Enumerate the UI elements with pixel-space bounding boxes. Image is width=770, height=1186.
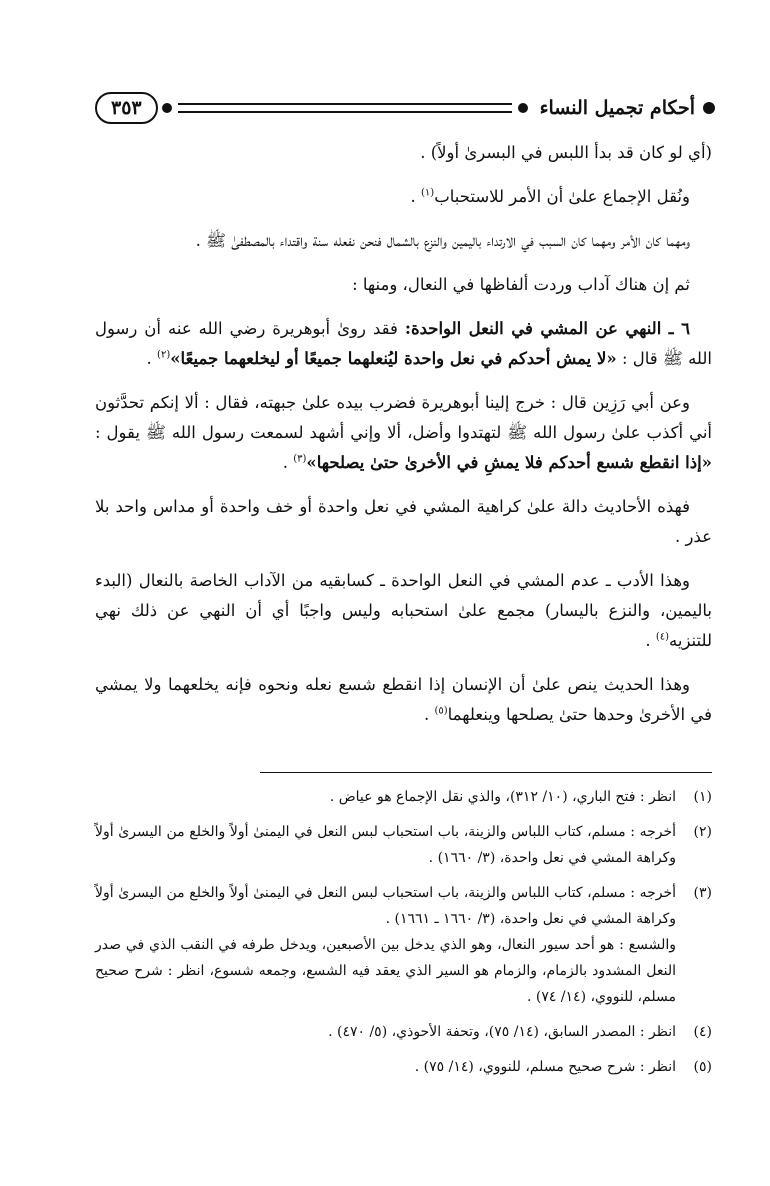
paragraph-6: وعن أبي رَزِين قال : خرج إلينا أبوهريرة فضرب بيده علىٰ جبهته، فقال : ألا إنكم تحدَّثون أني أكذب علىٰ رسول الله ﷺ لتهتدوا وأضل، ألا وإني أشهد لسمعت رسول الله ﷺ يقول : «إذا انقطع شسع أحدكم فلا يمشِ في الأخرىٰ حتىٰ يصلحها»$^{(٣)}$ . <box>95 393 712 472</box>
footnote-ref[interactable]: (١) <box>421 187 435 199</box>
footnote-ref[interactable]: (٥) <box>434 705 448 717</box>
running-header <box>95 88 715 128</box>
footnote-separator <box>260 772 712 773</box>
hadith-quote: «إذا انقطع شسع أحدكم فلا يمشِ في الأخرىٰ حتىٰ يصلحها» <box>306 453 712 472</box>
rule-bullet-icon <box>162 103 172 113</box>
paragraph-9: وهذا الحديث ينص علىٰ أن الإنسان إذا انقطع شسع نعله ونحوه فإنه يخلعهما ولا يمشي في الأخرىٰ وحدها حتىٰ يصلحها وينعلهما$^{(٥)}$ . <box>95 675 712 724</box>
paragraph-7: فهذه الأحاديث دالة علىٰ كراهية المشي في نعل واحدة أو خف واحدة أو مداس واحد بلا عذر . <box>95 497 712 546</box>
footnote-4 <box>95 1019 712 1045</box>
main-text <box>95 138 712 744</box>
footnote-text: أخرجه : مسلم، كتاب اللباس والزينة، باب استحباب لبس النعل في اليمنىٰ أولاً والخلع من اليسرىٰ أولاً وكراهة المشي في نعل واحدة، (٣/ ١٦٦٠) . <box>95 824 676 866</box>
footnote-text: انظر : فتح الباري، (١٠/ ٣١٢)، والذي نقل الإجماع هو عياض . <box>329 789 676 805</box>
footnote-ref[interactable]: (٤) <box>655 631 669 643</box>
footnote-number: (١) <box>693 789 712 805</box>
footnote-number: (٣) <box>693 885 712 901</box>
rule-bullet-icon <box>518 103 528 113</box>
hadith-quote: «لا يمش أحدكم في نعل واحدة ليُنعلهما جميعًا أو ليخلعهما جميعًا» <box>170 349 617 368</box>
footnote-1 <box>95 784 712 810</box>
footnote-text: انظر : المصدر السابق، (١٤/ ٧٥)، وتحفة الأحوذي، (٥/ ٤٧٠) . <box>328 1024 676 1040</box>
paragraph-3: ومهما كان الأمر ومهما كان السبب في الارتداء باليمين والنزع بالشمال فنحن نفعله سنة واقتداء بالمصطفىٰ ﷺ . <box>195 231 690 250</box>
paragraph-8: وهذا الأدب ـ عدم المشي في النعل الواحدة ـ كسابقيه من الآداب الخاصة بالنعال (البدء باليمين، والنزع باليسار) مجمع علىٰ استحبابه وليس واجبًا أي أن النهي عن ذلك نهي للتنزيه$^{(٤)}$ . <box>95 571 712 650</box>
paragraph-2: ونُقل الإجماع علىٰ أن الأمر للاستحباب$^{(١)}$ . <box>410 187 690 206</box>
section-heading: ٦ ـ النهي عن المشي في النعل الواحدة: <box>404 319 690 338</box>
footnote-3 <box>95 880 712 1010</box>
footnote-number: (٢) <box>693 824 712 840</box>
header-rule <box>178 103 512 113</box>
footnote-2 <box>95 819 712 871</box>
footnote-number: (٤) <box>693 1024 712 1040</box>
footnote-ref[interactable]: (٣) <box>293 453 307 465</box>
paragraph-5: ٦ ـ النهي عن المشي في النعل الواحدة: فقد روىٰ أبوهريرة رضي الله عنه أن رسول الله ﷺ قال : «لا يمش أحدكم في نعل واحدة ليُنعلهما جميعًا أو ليخلعهما جميعًا»$^{(٢)}$ . <box>95 319 712 368</box>
footnote-number: (٥) <box>693 1059 712 1075</box>
page-number: ٣٥٣ <box>95 92 158 124</box>
footnotes <box>95 784 712 1089</box>
paragraph-1: (أي لو كان قد بدأ اللبس في البسرىٰ أولاً) . <box>420 143 712 162</box>
paragraph-4: ثم إن هناك آداب وردت ألفاظها في النعال، ومنها : <box>352 275 690 294</box>
header-bullet-icon <box>703 102 715 114</box>
footnote-text: انظر : شرح صحيح مسلم، للنووي، (١٤/ ٧٥) . <box>414 1059 676 1075</box>
footnote-text: أخرجه : مسلم، كتاب اللباس والزينة، باب استحباب لبس النعل في اليمنىٰ أولاً والخلع من اليسرىٰ أولاً وكراهة المشي في نعل واحدة، (٣/ ١٦٦٠ ـ ١٦٦١) . والشسع : هو أحد سيور النعال، وهو الذي يدخل بين الأصبعين، ويدخل طرفه في النقب الذي في صدر النعل المشدود بالزمام، والزمام هو السير الذي يعقد فيه الشسع، وجمعه شسوع، انظر : شرح صحيح مسلم، للنووي، (١٤/ ٧٤) . <box>95 885 676 1005</box>
footnote-ref[interactable]: (٢) <box>157 349 171 361</box>
book-title: أحكام تجميل النساء <box>539 97 695 119</box>
footnote-gloss: والشسع : هو أحد سيور النعال، وهو الذي يدخل بين الأصبعين، ويدخل طرفه في النقب الذي في صدر النعل المشدود بالزمام، والزمام هو السير الذي يعقد فيه الشسع، وجمعه شسوع، انظر : شرح صحيح مسلم، للنووي، (١٤/ ٧٤) . <box>95 937 676 1005</box>
footnote-5 <box>95 1054 712 1080</box>
